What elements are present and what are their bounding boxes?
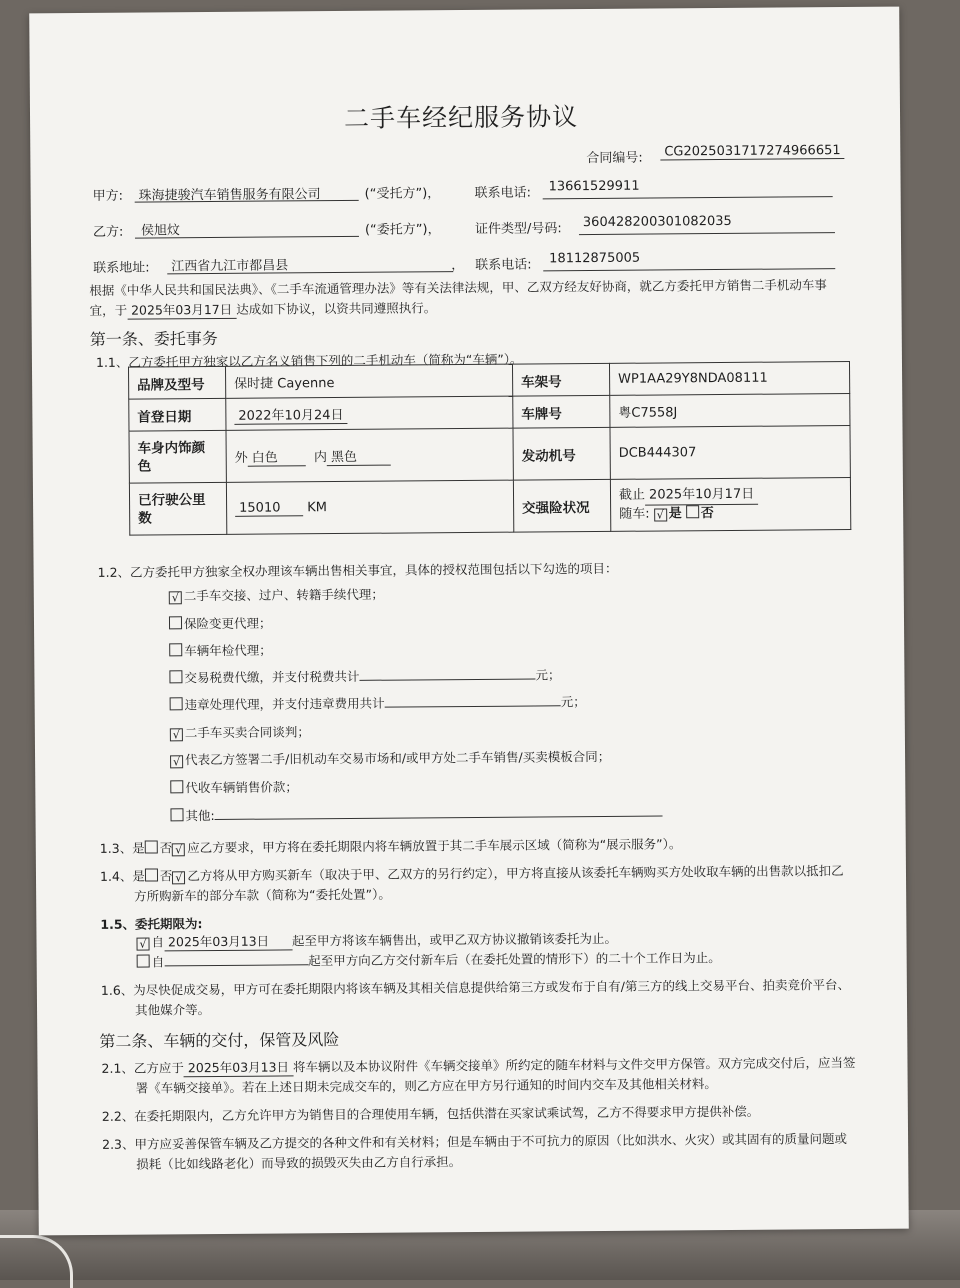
section-1-title: 第一条、委托事务: [89, 328, 218, 349]
option-sign-contract-checkbox[interactable]: √: [170, 755, 183, 768]
option-insurance-checkbox[interactable]: [169, 616, 182, 629]
option-violation: 违章处理代理，并支付违章费用共计 元；: [170, 692, 586, 713]
document-title: 二手车经纪服务协议: [343, 102, 579, 133]
term-option-2-checkbox[interactable]: [137, 955, 150, 968]
clause-2-3: 2.3、甲方应妥善保管车辆及乙方提交的各种文件和有关材料；但是车辆由于不可抗力的原因（比如洪水、火灾）或其固有的质量问题或: [102, 1131, 848, 1152]
clause-1-3-no-checkbox[interactable]: √: [172, 843, 185, 856]
insurance-value: 截止 2025年10月17日 随车: √ 是 否: [610, 478, 850, 532]
clause-1-5-title: 1.5、委托期限为:: [100, 916, 203, 932]
insurance-no-checkbox[interactable]: [686, 505, 699, 518]
reg-date-value: 2022年10月24日: [226, 396, 513, 430]
contract-number-value: CG2025031717274966651: [660, 143, 844, 160]
vin-label: 车架号: [512, 363, 609, 396]
clause-1-6-cont: 其他媒介等。: [134, 1002, 211, 1018]
color-value: 外 白色 内 黑色: [226, 428, 513, 482]
section-2-title: 第二条、车辆的交付，保管及风险: [99, 1030, 340, 1051]
brand-value: 保时捷 Cayenne: [225, 364, 512, 398]
option-negotiation-checkbox[interactable]: √: [170, 728, 183, 741]
clause-1-1: 1.1、乙方委托甲方独家以乙方名义销售下列的二手机动车（简称为“车辆”）。: [95, 351, 523, 370]
party-a-phone: 13661529911: [548, 178, 640, 195]
party-b-id-label: 证件类型/号码:: [474, 221, 562, 237]
address-label: 联系地址:: [93, 260, 150, 276]
term-option-1-checkbox[interactable]: √: [136, 938, 149, 951]
party-b-name: 侯旭炆: [140, 223, 181, 239]
party-a-role: (“受托方”)，: [364, 186, 441, 202]
option-negotiation: √ 二手车买卖合同谈判；: [170, 722, 310, 741]
clause-1-2: 1.2、乙方委托甲方独家全权办理该车辆出售相关事宜，具体的授权范围包括以下勾选的项目：: [97, 560, 618, 580]
intro-line-2: 宜，于 2025年03月17日 达成如下协议，以资共同遵照执行。: [89, 300, 437, 318]
contract-paper: [29, 7, 909, 1236]
plate-value: 粤C7558J: [610, 394, 850, 428]
option-other-checkbox[interactable]: [170, 808, 183, 821]
party-b-phone-label: 联系电话:: [475, 257, 532, 273]
clause-1-5-option-1: √ 自 2025年03月13日 起至甲方将该车辆售出，或甲乙双方协议撤销该委托为止。: [136, 929, 617, 952]
option-sign-contract: √ 代表乙方签署二手/旧机动车交易市场和/或甲方处二手车销售/买卖模板合同；: [170, 747, 610, 768]
option-inspection-checkbox[interactable]: [169, 643, 182, 656]
clause-1-3-yes-checkbox[interactable]: [145, 840, 158, 853]
party-b-role: (“委托方”)，: [364, 222, 441, 238]
option-transfer-checkbox[interactable]: √: [169, 591, 182, 604]
party-a-name: 珠海捷骏汽车销售服务有限公司: [138, 187, 321, 204]
clause-1-4: 1.4、是 否 √ 乙方将从甲方购买新车（取决于甲、乙双方的另行约定），甲方将直接从该委托车辆购买方处收取车辆的出售款以抵扣乙: [99, 863, 844, 885]
option-inspection: 车辆年检代理；: [169, 641, 272, 660]
engine-value: DCB444307: [610, 426, 850, 480]
clause-2-2: 2.2、在委托期限内，乙方允许甲方为销售目的合理使用车辆，包括供潜在买家试乘试驾，乙方不得要求甲方提供补偿。: [101, 1103, 760, 1124]
option-other: 其他:: [170, 802, 662, 824]
clause-1-4-yes-checkbox[interactable]: [145, 868, 158, 881]
mileage-label: 已行驶公里数: [129, 482, 226, 535]
intro-line-1: 根据《中华人民共和国民法典》、《二手车流通管理办法》等有关法律法规，甲、乙双方经友好协商，就乙方委托甲方销售二手机动车事: [89, 277, 827, 298]
option-transfer: √ 二手车交接、过户、转籍手续代理；: [169, 585, 384, 605]
clause-1-3: 1.3、是 否 √ 应乙方要求，甲方将在委托期限内将车辆放置于其二手车展示区域（简称为“展示服务”）。: [99, 836, 682, 857]
brand-label: 品牌及型号: [128, 366, 225, 399]
engine-label: 发动机号: [513, 427, 610, 480]
plate-label: 车牌号: [513, 395, 610, 428]
party-a-phone-label: 联系电话:: [474, 185, 532, 201]
insurance-label: 交强险状况: [513, 479, 610, 532]
vin-value: WP1AA29Y8NDA08111: [609, 362, 849, 396]
party-a-label: 甲方:: [92, 188, 124, 204]
clause-1-5-option-2: 自 起至甲方向乙方交付新车后（在委托处置的情形下）的二十个工作日为止。: [137, 948, 721, 971]
vehicle-info-table: [128, 361, 851, 536]
clause-2-1: 2.1、乙方应于 2025年03月13日 将车辆以及本协议附件《车辆交接单》所约定的随车材料与文件交甲方保管。双方完成交付后，应当签: [101, 1054, 856, 1076]
option-violation-checkbox[interactable]: [170, 697, 183, 710]
clause-1-4-no-checkbox[interactable]: √: [172, 871, 185, 884]
clause-1-6: 1.6、为尽快促成交易，甲方可在委托期限内将该车辆及其相关信息提供给第三方或发布于自有/第三方的线上交易平台、拍卖竞价平台、: [100, 977, 851, 998]
clause-2-1-cont: 署《车辆交接单》。若在上述日期未完成交车的，则乙方应在甲方另行通知的时间内交车及其他相关材料。: [135, 1076, 717, 1096]
party-b-phone: 18112875005: [549, 250, 641, 267]
option-collect-payment-checkbox[interactable]: [170, 780, 183, 793]
clause-1-4-cont: 方所购新车的部分车款（简称为“委托处置”）。: [134, 886, 391, 904]
address-comma: ，: [451, 258, 465, 274]
party-b-id: 360428200301082035: [582, 213, 732, 231]
clause-2-3-cont: 损耗（比如线路老化）而导致的损毁灭失由乙方自行承担。: [136, 1154, 462, 1172]
option-insurance: 保险变更代理；: [169, 614, 272, 633]
mileage-value: 15010 KM: [226, 480, 513, 534]
contract-number-label: 合同编号:: [586, 150, 643, 167]
color-label: 车身内饰颜色: [129, 430, 226, 483]
reg-date-label: 首登日期: [129, 398, 226, 431]
option-tax: 交易税费代缴，并支付税费共计 元；: [169, 665, 560, 686]
insurance-yes-checkbox[interactable]: √: [654, 508, 667, 521]
option-collect-payment: 代收车辆销售价款；: [170, 777, 298, 796]
party-b-label: 乙方:: [92, 224, 124, 240]
address-value: 江西省九江市都昌县: [171, 258, 289, 275]
option-tax-checkbox[interactable]: [169, 670, 182, 683]
